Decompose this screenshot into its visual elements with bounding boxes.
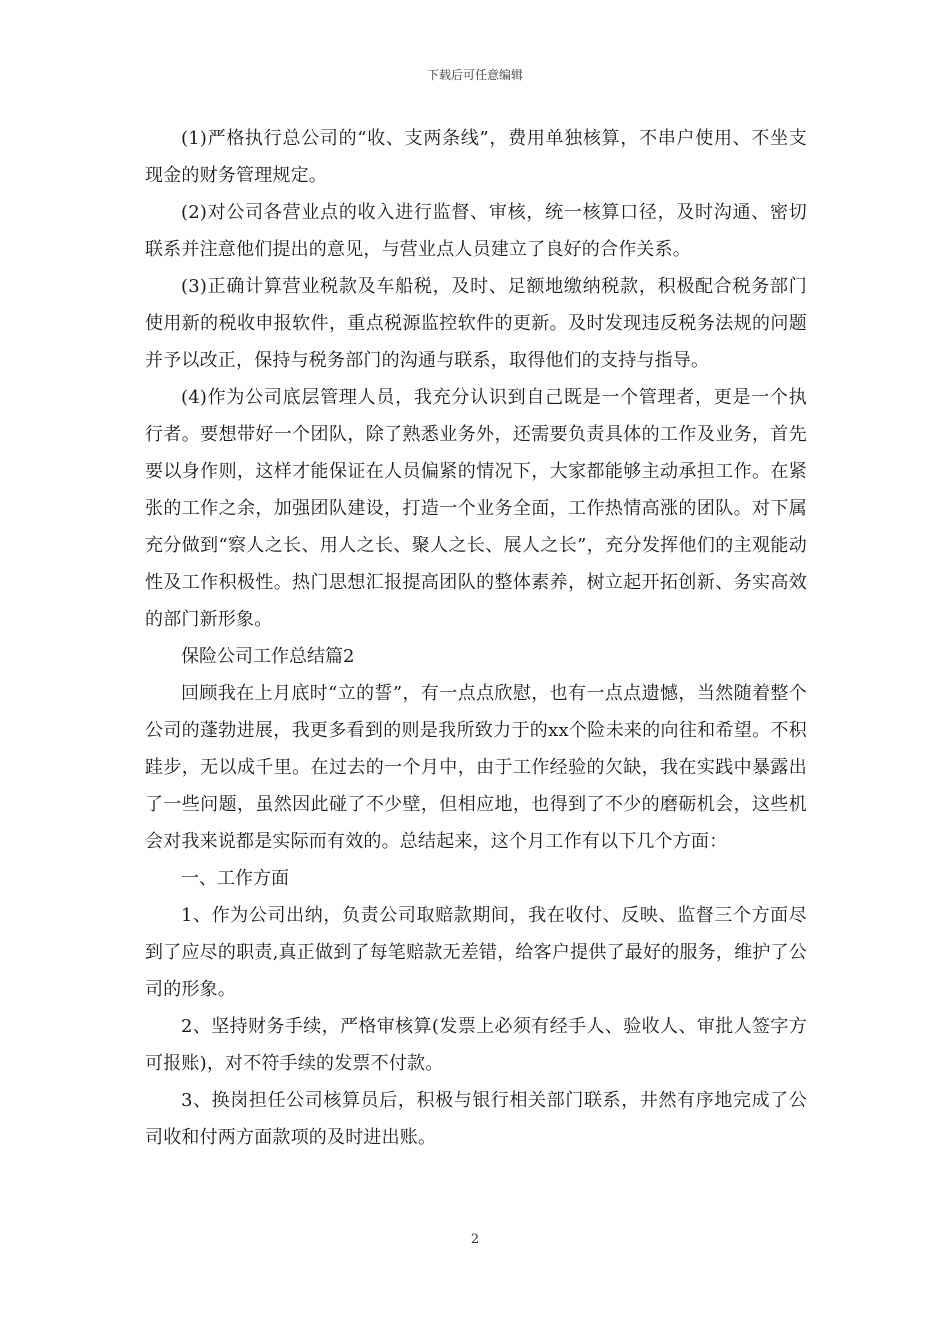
list-item-3: 3、换岗担任公司核算员后，积极与银行相关部门联系，井然有序地完成了公司收和付两方面款项的及时进出账。 (145, 1090, 807, 1148)
subheading: 一、工作方面 (181, 868, 289, 889)
list-item-1: 1、作为公司出纳，负责公司取赔款期间，我在收付、反映、监督三个方面尽到了应尽的职责,真正做到了每笔赔款无差错，给客户提供了最好的服务，维护了公司的形象。 (145, 905, 807, 1000)
page-number: 2 (470, 1232, 480, 1247)
section-title: 保险公司工作总结篇2 (181, 646, 355, 667)
paragraph-4: (4)作为公司底层管理人员，我充分认识到自己既是一个管理者，更是一个执行者。要想带好一个团队，除了熟悉业务外，还需要负责具体的工作及业务，首先要以身作则，这样才能保证在人员偏紧的情况下，大家都能够主动承担工作。在紧张的工作之余，加强团队建设，打造一个业务全面，工作热情高涨的团队。对下属充分做到“察人之长、用人之长、聚人之长、展人之长”，充分发挥他们的主观能动性及工作积极性。热门思想汇报提高团队的整体素养，树立起开拓创新、务实高效的部门新形象。 (145, 387, 807, 630)
paragraph-2: (2)对公司各营业点的收入进行监督、审核，统一核算口径，及时沟通、密切联系并注意他们提出的意见，与营业点人员建立了良好的合作关系。 (145, 202, 807, 260)
page-header: 下载后可任意编辑 (426, 68, 523, 82)
list-item-2: 2、坚持财务手续，严格审核算(发票上必须有经手人、验收人、审批人签字方可报账)，对不符手续的发票不付款。 (145, 1016, 807, 1074)
paragraph-3: (3)正确计算营业税款及车船税，及时、足额地缴纳税款，积极配合税务部门使用新的税收申报软件，重点税源监控软件的更新。及时发现违反税务法规的问题并予以改正，保持与税务部门的沟通与联系，取得他们的支持与指导。 (145, 276, 807, 371)
paragraph-1: (1)严格执行总公司的“收、支两条线”，费用单独核算，不串户使用、不坐支现金的财务管理规定。 (145, 128, 807, 186)
paragraph-5: 回顾我在上月底时“立的誓”，有一点点欣慰，也有一点点遗憾，当然随着整个公司的蓬勃进展，我更多看到的则是我所致力于的xx个险未来的向往和希望。不积跬步，无以成千里。在过去的一个月中，由于工作经验的欠缺，我在实践中暴露出了一些问题，虽然因此碰了不少壁，但相应地，也得到了不少的磨砺机会，这些机会对我来说都是实际而有效的。总结起来，这个月工作有以下几个方面： (145, 683, 807, 852)
document-body (145, 120, 807, 1156)
